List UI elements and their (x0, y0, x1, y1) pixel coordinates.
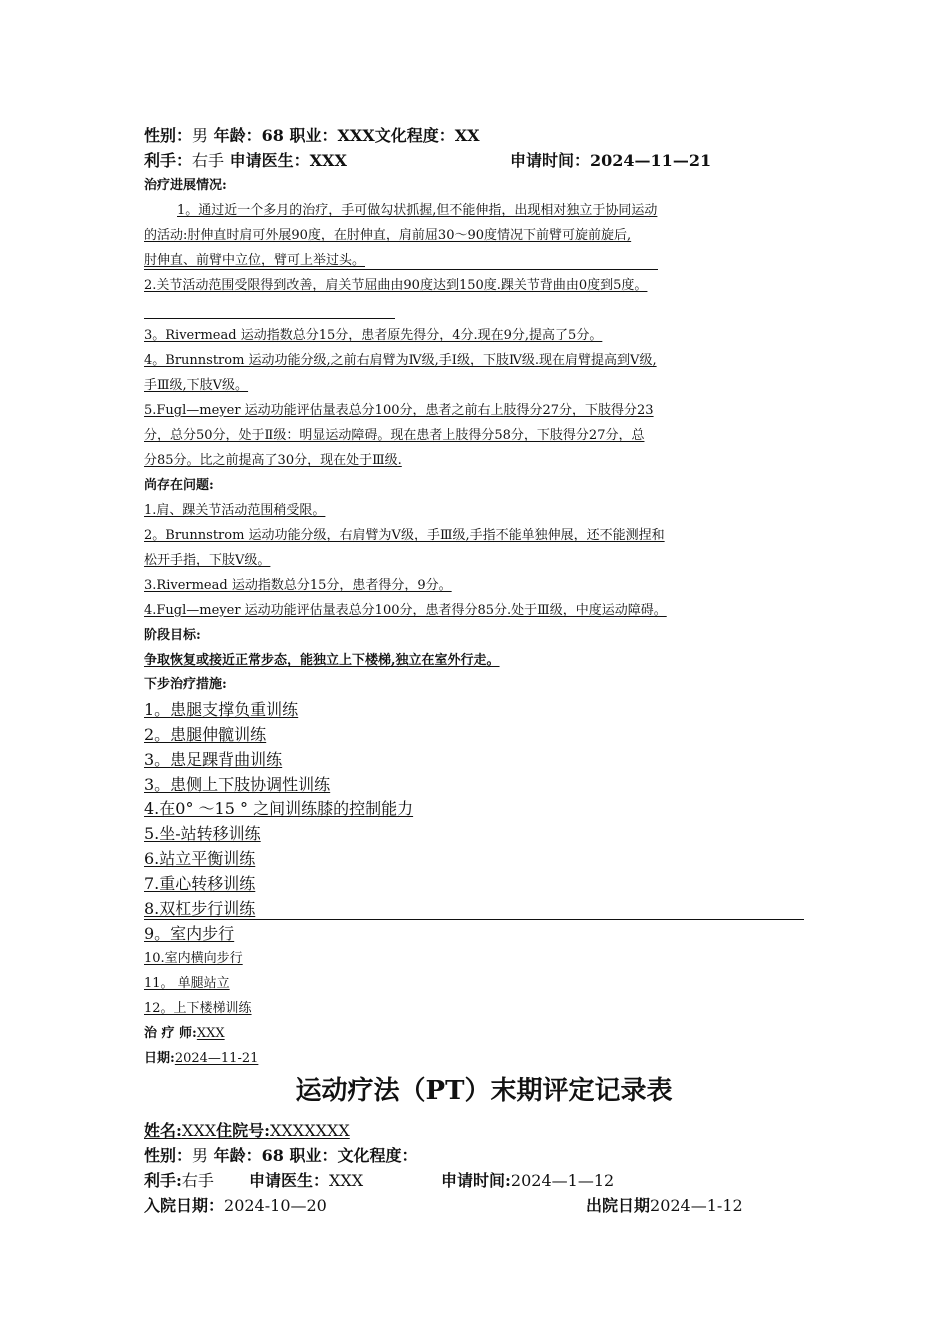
gender-label: 性别： (144, 126, 193, 145)
problem-item: 1.肩、踝关节活动范围稍受限。 (144, 503, 326, 518)
edu-label: 文化程度： (374, 126, 455, 145)
discharge-value: 2024—1-12 (650, 1196, 743, 1215)
progress-p5-line1: 5.Fugl—meyer 运动功能评估量表总分100分，患者之前右上肢得分27分，下肢得分23 (144, 403, 654, 418)
request-info-line (144, 153, 824, 169)
problem-item: 松开手指，下肢Ⅴ级。 (144, 553, 271, 568)
age-value: 68 (261, 126, 284, 145)
final-edu-label: 文化程度： (337, 1146, 418, 1165)
progress-p3: 3。Rivermead 运动指数总分15分，患者原先得分，4分.现在9分,提高了5分。 (144, 328, 603, 343)
next-step-item: 4.在0° ～15 ° 之间训练膝的控制能力 (144, 799, 414, 818)
name-line (144, 1123, 350, 1139)
next-step-item: 9。室内步行 (144, 924, 235, 943)
date-line (144, 1052, 258, 1065)
inpatient-value: XXXXXXX (270, 1121, 350, 1140)
final-hand-label: 利手: (144, 1171, 182, 1190)
final-time-label: 申请时间: (441, 1171, 511, 1190)
progress-p1-line3-text: 肘伸直、前臂中立位，臂可上举过头。 (144, 253, 366, 268)
age-label: 年龄： (208, 126, 262, 145)
hand-value: 右手 (192, 151, 225, 170)
next-step-item: 6.站立平衡训练 (144, 849, 256, 868)
discharge-label: 出院日期 (586, 1196, 651, 1215)
next-step-item: 3。患侧上下肢协调性训练 (144, 775, 331, 794)
therapist-value: XXX (196, 1026, 225, 1041)
date-value: 2024—11-21 (174, 1051, 259, 1066)
progress-p5-line2: 分，总分50分，处于Ⅱ级：明显运动障碍。现在患者上肢得分58分，下肢得分27分，总 (144, 428, 645, 443)
progress-p5-line3: 分85分。比之前提高了30分，现在处于Ⅲ级. (144, 453, 402, 468)
progress-p2: 2.关节活动范围受限得到改善，肩关节屈曲由90度达到150度.踝关节背曲由0度到5度。 (144, 278, 648, 293)
next-step-item-with-rule (144, 901, 804, 917)
name-value: XXX (181, 1121, 217, 1140)
p1-underline-rule (144, 269, 658, 270)
final-doctor-label: 申请医生： (249, 1171, 330, 1190)
item8-underline-rule (144, 919, 804, 920)
final-hand-value: 右手 (181, 1171, 214, 1190)
next-step-item: 2。患腿伸髋训练 (144, 725, 267, 744)
doctor-value: XXX (309, 151, 347, 170)
name-label: 姓名: (144, 1121, 182, 1140)
next-step-item: 1。患腿支撑负重训练 (144, 700, 299, 719)
admission-line (144, 1198, 824, 1214)
problem-item: 2。Brunnstrom 运动功能分级，右肩臂为Ⅴ级，手Ⅲ级,手指不能单独伸展，还不能测捏和 (144, 528, 665, 543)
goal-text: 争取恢复或接近正常步态，能独立上下楼梯,独立在室外行走。 (144, 653, 500, 668)
next-steps-heading: 下步治疗措施: (144, 677, 227, 692)
next-step-item: 10.室内横向步行 (144, 951, 243, 966)
request-time-label: 申请时间： (510, 151, 591, 170)
final-time-value: 2024—1—12 (510, 1171, 615, 1190)
hand-label: 利手： (144, 151, 193, 170)
progress-heading: 治疗进展情况: (144, 178, 227, 193)
next-step-item: 7.重心转移训练 (144, 874, 256, 893)
form-title: 运动疗法（PT）末期评定记录表 (295, 1076, 673, 1106)
final-gender-label: 性别： (144, 1146, 193, 1165)
final-patient-info-line (144, 1148, 417, 1164)
progress-p4-line1: 4。Brunnstrom 运动功能分级,之前右肩臂为Ⅳ级,手Ⅰ级，下肢Ⅳ级.现在肩臂提高到Ⅴ级, (144, 353, 657, 368)
patient-info-line (144, 128, 480, 144)
edu-value: XX (454, 126, 480, 145)
final-job-label: 职业： (283, 1146, 338, 1165)
next-step-item: 3。患足踝背曲训练 (144, 750, 283, 769)
problems-heading: 尚存在问题: (144, 478, 214, 493)
next-step-item: 12。上下楼梯训练 (144, 1001, 252, 1016)
progress-p4-line2: 手Ⅲ级,下肢Ⅴ级。 (144, 378, 249, 393)
progress-p1-line3 (144, 254, 658, 267)
request-time-value: 2024—11—21 (590, 151, 712, 170)
date-label: 日期: (144, 1051, 175, 1066)
next-step-item: 8.双杠步行训练 (144, 899, 256, 918)
doctor-label: 申请医生： (224, 151, 310, 170)
goal-heading: 阶段目标: (144, 628, 201, 643)
progress-p1-line2: 的活动:肘伸直时肩可外展90度，在肘伸直，肩前屈30～90度情况下前臂可旋前旋后, (144, 228, 632, 243)
next-step-item: 11。 单腿站立 (144, 976, 230, 991)
gender-value: 男 (192, 126, 209, 145)
problem-item: 4.Fugl—meyer 运动功能评估量表总分100分，患者得分85分.处于Ⅲ级，中度运动障碍。 (144, 603, 667, 618)
final-age-value: 68 (261, 1146, 284, 1165)
job-value: XXX (337, 126, 375, 145)
inpatient-label: 住院号: (216, 1121, 271, 1140)
admit-value: 2024-10—20 (224, 1196, 327, 1215)
final-gender-value: 男 (192, 1146, 209, 1165)
therapist-line (144, 1027, 225, 1040)
progress-p1-line1: 1。通过近一个多月的治疗，手可做勾状抓握,但不能伸指，出现相对独立于协同运动 (177, 203, 658, 218)
p2-continuation-rule (144, 318, 395, 319)
final-request-line (144, 1173, 824, 1189)
job-label: 职业： (283, 126, 338, 145)
admit-label: 入院日期： (144, 1196, 225, 1215)
next-step-item: 5.坐-站转移训练 (144, 824, 261, 843)
final-doctor-value: XXX (329, 1171, 364, 1190)
problem-item: 3.Rivermead 运动指数总分15分，患者得分，9分。 (144, 578, 452, 593)
therapist-label: 治 疗 师: (144, 1026, 197, 1041)
final-age-label: 年龄： (208, 1146, 262, 1165)
